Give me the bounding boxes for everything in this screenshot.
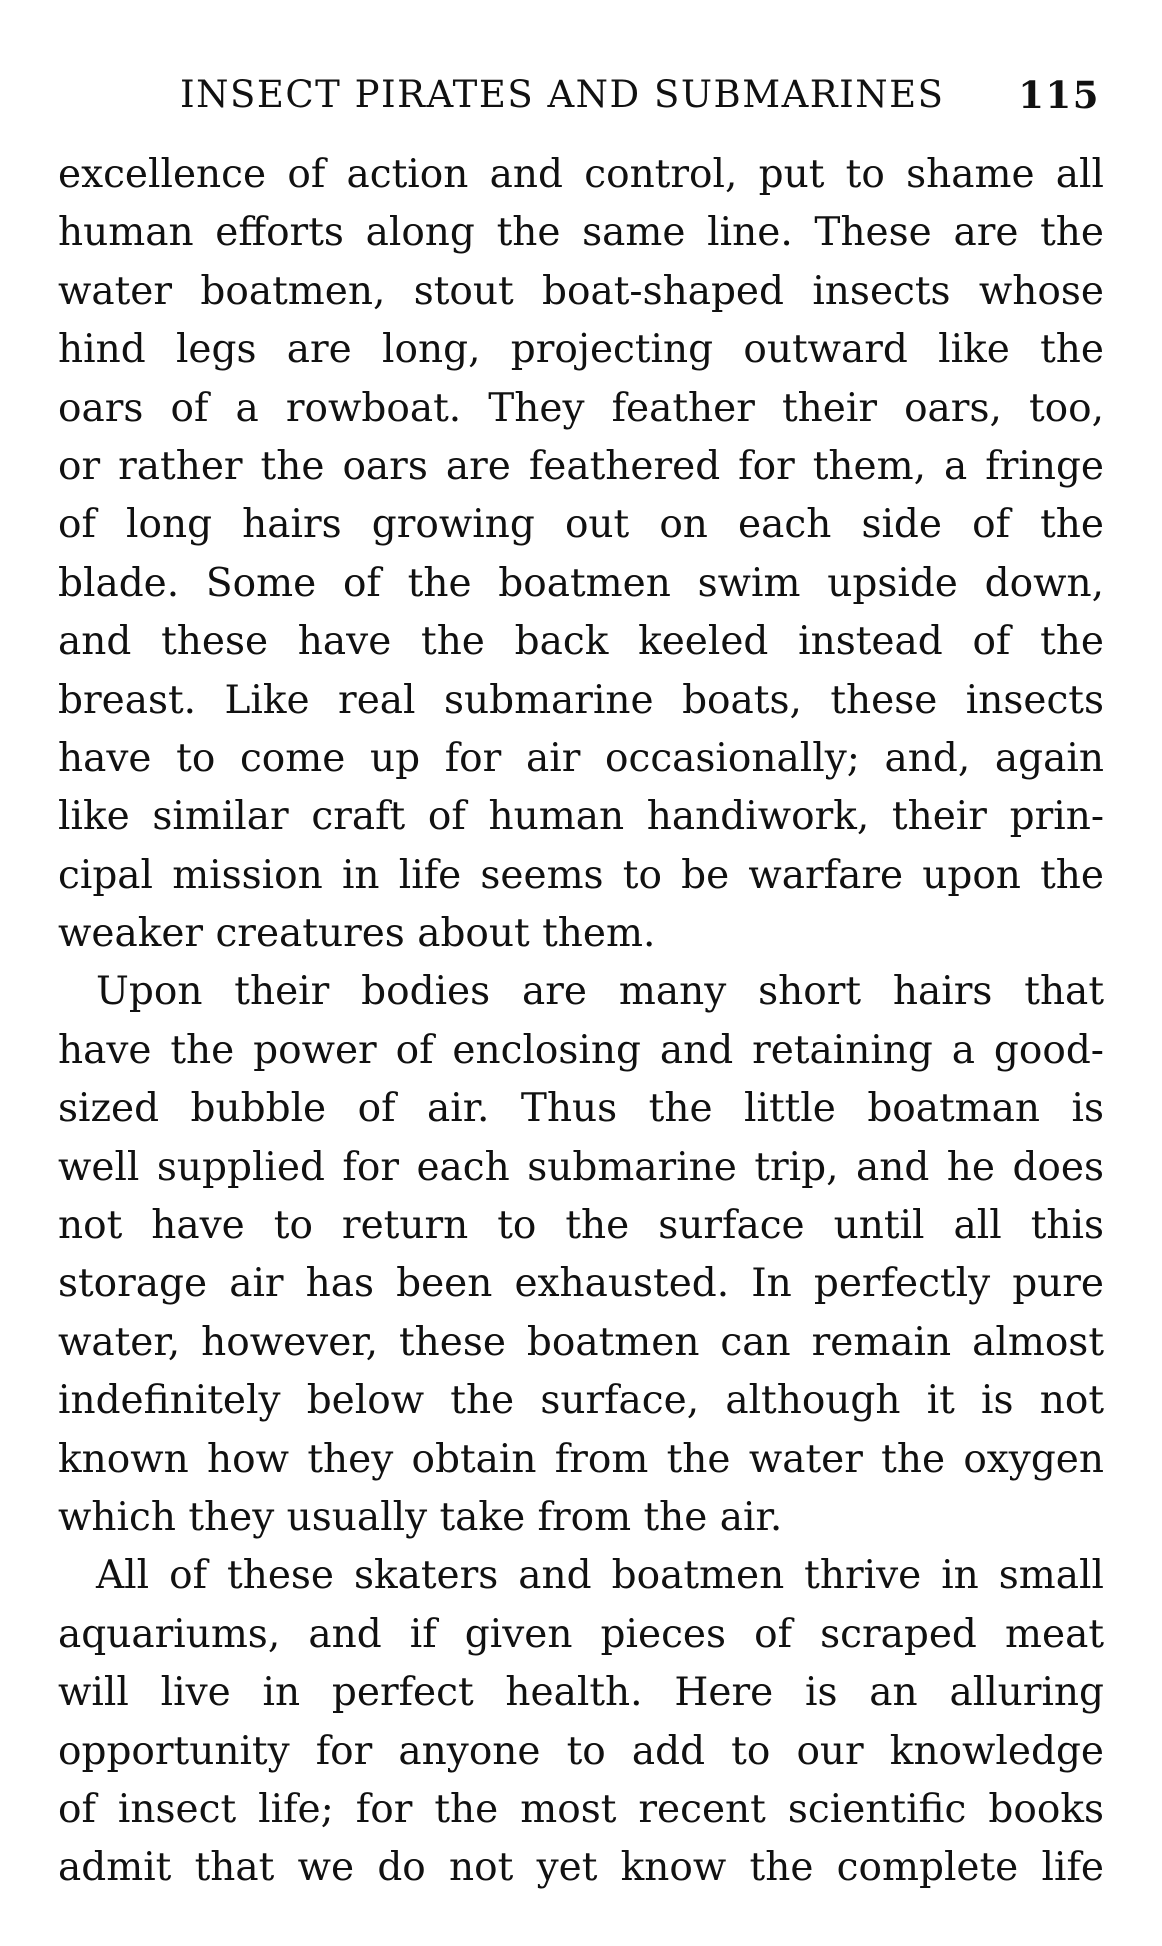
text-line: breast. Like real submarine boats, these insects bbox=[58, 677, 1104, 723]
text-line: sized bubble of air. Thus the little boatman is bbox=[58, 1086, 1104, 1132]
text-line: which they usually take from the air. bbox=[58, 1494, 783, 1540]
chapter-title: INSECT PIRATES AND SUBMARINES bbox=[180, 73, 945, 116]
text-line: Upon their bodies are many short hairs that bbox=[96, 969, 1104, 1015]
text-line: not have to return to the surface until all this bbox=[58, 1203, 1104, 1249]
text-line: have to come up for air occasionally; and, again bbox=[58, 735, 1104, 781]
text-line: or rather the oars are feathered for them, a fringe bbox=[58, 443, 1104, 489]
text-line: of long hairs growing out on each side of the bbox=[58, 502, 1104, 548]
text-line: admit that we do not yet know the complete life bbox=[58, 1845, 1104, 1891]
body-text bbox=[58, 146, 1104, 1898]
text-line: All of these skaters and boatmen thrive in small bbox=[96, 1553, 1104, 1599]
text-line: aquariums, and if given pieces of scraped meat bbox=[58, 1611, 1104, 1657]
text-line: weaker creatures about them. bbox=[58, 911, 656, 957]
paragraph bbox=[58, 146, 1104, 963]
text-line: opportunity for anyone to add to our knowledge bbox=[58, 1728, 1104, 1774]
text-line: cipal mission in life seems to be warfare upon the bbox=[58, 852, 1104, 898]
text-line: water, however, these boatmen can remain almost bbox=[58, 1319, 1104, 1365]
text-line: blade. Some of the boatmen swim upside down, bbox=[58, 560, 1104, 606]
text-line: storage air has been exhausted. In perfectly pure bbox=[58, 1261, 1104, 1307]
text-line: well supplied for each submarine trip, and he does bbox=[58, 1144, 1104, 1190]
text-line: water boatmen, stout boat-shaped insects whose bbox=[58, 268, 1104, 314]
text-line: indefinitely below the surface, although it is not bbox=[58, 1378, 1104, 1424]
text-line: human efforts along the same line. These are the bbox=[58, 210, 1104, 256]
text-line: oars of a rowboat. They feather their oars, too, bbox=[58, 385, 1104, 431]
text-line: like similar craft of human handiwork, their prin- bbox=[58, 794, 1104, 840]
text-line: hind legs are long, projecting outward like the bbox=[58, 327, 1104, 373]
text-line: have the power of enclosing and retaining a good- bbox=[58, 1027, 1104, 1073]
text-line: and these have the back keeled instead of the bbox=[58, 619, 1104, 665]
paragraph bbox=[58, 1547, 1104, 1897]
text-line: excellence of action and control, put to shame all bbox=[58, 152, 1104, 197]
text-line: of insect life; for the most recent scientific books bbox=[58, 1786, 1104, 1832]
paragraph bbox=[58, 963, 1104, 1547]
running-head bbox=[180, 70, 1100, 120]
text-line: known how they obtain from the water the oxygen bbox=[58, 1436, 1104, 1482]
text-line: will live in perfect health. Here is an alluring bbox=[58, 1670, 1104, 1716]
page-number: 115 bbox=[1018, 73, 1100, 117]
